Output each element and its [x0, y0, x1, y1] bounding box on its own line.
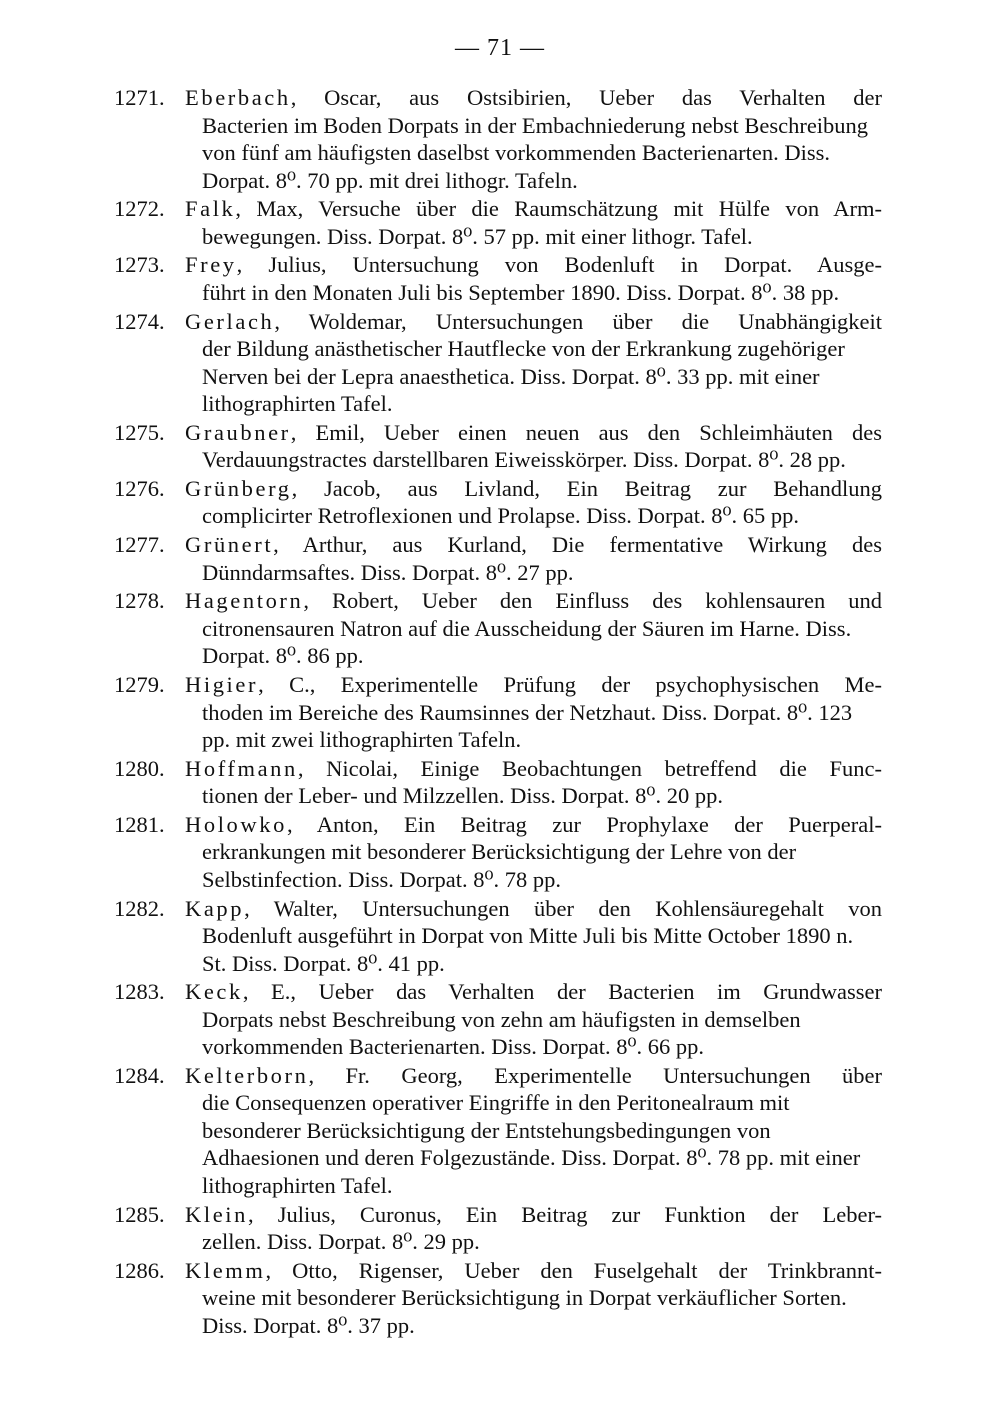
entry-text: [185, 978, 882, 1061]
entry-text: [185, 475, 882, 530]
entry-continuation: der Bildung anästhetischer Hautflecke von der Erkrankung zugehöriger Nerven bei der Lepra anaesthetica. Diss. Dorpat. 8⁰. 33 pp. mit einer lithographirten Tafel.: [202, 336, 845, 417]
entry-text: [185, 1062, 882, 1200]
entry-text: [185, 1201, 882, 1256]
bibliography-entry: [114, 811, 882, 894]
entry-number: 1283.: [114, 979, 165, 1005]
entry-author: Grünert: [185, 532, 274, 558]
entry-first-line: , Woldemar, Untersuchungen über die Unabhängigkeit: [274, 308, 882, 334]
bibliography-entry: [114, 251, 882, 306]
entry-first-line: , Anton, Ein Beitrag zur Prophylaxe der Puerperal-: [286, 811, 882, 837]
entry-continuation: die Consequenzen operativer Eingriffe in den Peritonealraum mit besonderer Berücksichtigung der Entstehungsbedingungen von Adhaesionen und deren Folgezustände. Diss. Dorpat. 8⁰. 78 pp. mit einer lithographirten Tafel.: [202, 1090, 861, 1198]
bibliography-entry: [114, 84, 882, 194]
entry-text: [185, 84, 882, 194]
entry-continuation: thoden im Bereiche des Raumsinnes der Netzhaut. Diss. Dorpat. 8⁰. 123 pp. mit zwei lithographirten Tafeln.: [202, 699, 853, 752]
entry-first-line: , Otto, Rigenser, Ueber den Fuselgehalt der Trinkbrannt-: [265, 1257, 882, 1283]
entry-continuation: citronensauren Natron auf die Ausscheidung der Säuren im Harne. Diss. Dorpat. 8⁰. 86 pp.: [202, 615, 852, 669]
bibliography-entry: [114, 755, 882, 810]
entry-number: 1274.: [114, 308, 165, 334]
entry-first-line: , Julius, Curonus, Ein Beitrag zur Funktion der Leber-: [248, 1201, 882, 1227]
entry-author: Kelterborn: [185, 1062, 309, 1088]
entry-text: [185, 251, 882, 306]
bibliography-entry: [114, 308, 882, 418]
entry-number: 1271.: [114, 85, 165, 110]
entry-author: Hoffmann: [185, 755, 298, 781]
bibliography-entry: [114, 531, 882, 586]
entry-text: [185, 531, 882, 586]
bibliography-list: [114, 84, 882, 1341]
entry-number: 1286.: [114, 1257, 165, 1283]
bibliography-entry: [114, 475, 882, 530]
entry-continuation: Dünndarmsaftes. Diss. Dorpat. 8⁰. 27 pp.: [202, 559, 574, 585]
entry-author: Higier: [185, 672, 259, 697]
entry-continuation: Verdauungstractes darstellbaren Eiweisskörper. Diss. Dorpat. 8⁰. 28 pp.: [202, 447, 846, 473]
entry-continuation: bewegungen. Diss. Dorpat. 8⁰. 57 pp. mit einer lithogr. Tafel.: [202, 223, 753, 249]
entry-continuation: Dorpats nebst Beschreibung von zehn am häufigsten in demselben vorkommenden Bacterienarten. Diss. Dorpat. 8⁰. 66 pp.: [202, 1006, 801, 1060]
entry-continuation: Bacterien im Boden Dorpats in der Embachniederung nebst Beschreibung von fünf am häufigsten daselbst vorkommenden Bacterienarten. Diss. Dorpat. 8⁰. 70 pp. mit drei lithogr. Tafeln.: [202, 112, 869, 193]
entry-first-line: , Fr. Georg, Experimentelle Untersuchungen über: [308, 1062, 882, 1088]
entry-text: [185, 587, 882, 670]
entry-number: 1285.: [114, 1201, 165, 1227]
entry-author: Gerlach: [185, 308, 275, 334]
entry-continuation: erkrankungen mit besonderer Berücksichtigung der Lehre von der Selbstinfection. Diss. Dorpat. 8⁰. 78 pp.: [202, 839, 797, 892]
entry-first-line: , Arthur, aus Kurland, Die fermentative Wirkung des: [273, 532, 882, 558]
entry-first-line: , Robert, Ueber den Einfluss des kohlensauren und: [303, 588, 882, 614]
entry-text: [185, 1257, 882, 1340]
entry-first-line: , Nicolai, Einige Beobachtungen betreffend die Func-: [297, 755, 882, 781]
entry-first-line: , E., Ueber das Verhalten der Bacterien im Grundwasser: [242, 979, 882, 1005]
entry-author: Kapp: [185, 895, 245, 921]
bibliography-entry: [114, 1257, 882, 1340]
page-number: — 71 —: [455, 35, 545, 61]
bibliography-entry: [114, 195, 882, 250]
entry-continuation: weine mit besonderer Berücksichtigung in Dorpat verkäuflicher Sorten. Diss. Dorpat. 8⁰. 37 pp.: [202, 1285, 847, 1338]
entry-continuation: tionen der Leber- und Milzzellen. Diss. Dorpat. 8⁰. 20 pp.: [202, 783, 723, 809]
entry-continuation: Bodenluft ausgeführt in Dorpat von Mitte Juli bis Mitte October 1890 n. St. Diss. Dorpat. 8⁰. 41 pp.: [202, 923, 854, 976]
entry-number: 1282.: [114, 895, 165, 921]
bibliography-entry: [114, 587, 882, 670]
bibliography-entry: [114, 1062, 882, 1200]
entry-continuation: zellen. Diss. Dorpat. 8⁰. 29 pp.: [202, 1229, 480, 1255]
entry-number: 1277.: [114, 532, 165, 558]
entry-first-line: , Emil, Ueber einen neuen aus den Schleimhäuten des: [290, 419, 882, 445]
entry-number: 1284.: [114, 1062, 165, 1088]
entry-number: 1275.: [114, 419, 165, 445]
entry-author: Keck: [185, 979, 243, 1005]
entry-author: Klein: [185, 1201, 248, 1227]
entry-continuation: führt in den Monaten Juli bis September 1890. Diss. Dorpat. 8⁰. 38 pp.: [202, 279, 840, 305]
entry-author: Grünberg: [185, 475, 292, 501]
bibliography-entry: [114, 671, 882, 754]
entry-number: 1278.: [114, 588, 165, 614]
entry-text: [185, 195, 882, 250]
entry-number: 1272.: [114, 196, 165, 222]
entry-first-line: , Max, Versuche über die Raumschätzung mit Hülfe von Arm-: [235, 196, 882, 222]
entry-number: 1276.: [114, 475, 165, 501]
entry-author: Holowko: [185, 811, 287, 837]
entry-text: [185, 419, 882, 474]
entry-text: [185, 811, 882, 894]
entry-continuation: complicirter Retroflexionen und Prolapse. Diss. Dorpat. 8⁰. 65 pp.: [202, 503, 800, 529]
entry-author: Frey: [185, 252, 237, 278]
entry-number: 1279.: [114, 672, 165, 697]
entry-first-line: , Oscar, aus Ostsibirien, Ueber das Verhalten der: [290, 85, 882, 110]
entry-number: 1281.: [114, 811, 165, 837]
entry-author: Klemm: [185, 1257, 266, 1283]
bibliography-entry: [114, 895, 882, 978]
bibliography-entry: [114, 419, 882, 474]
entry-text: [185, 895, 882, 978]
entry-author: Graubner: [185, 419, 291, 445]
entry-number: 1280.: [114, 755, 165, 781]
entry-first-line: , Julius, Untersuchung von Bodenluft in Dorpat. Ausge-: [236, 252, 882, 278]
entry-text: [185, 308, 882, 418]
entry-number: 1273.: [114, 252, 165, 278]
bibliography-entry: [114, 978, 882, 1061]
entry-first-line: , C., Experimentelle Prüfung der psychophysischen Me-: [258, 672, 882, 697]
entry-first-line: , Walter, Untersuchungen über den Kohlensäuregehalt von: [244, 895, 882, 921]
entry-first-line: , Jacob, aus Livland, Ein Beitrag zur Behandlung: [291, 475, 882, 501]
entry-author: Falk: [185, 196, 236, 222]
entry-author: Hagentorn: [185, 588, 304, 614]
bibliography-entry: [114, 1201, 882, 1256]
entry-text: [185, 671, 882, 754]
entry-author: Eberbach: [185, 85, 291, 110]
entry-text: [185, 755, 882, 810]
